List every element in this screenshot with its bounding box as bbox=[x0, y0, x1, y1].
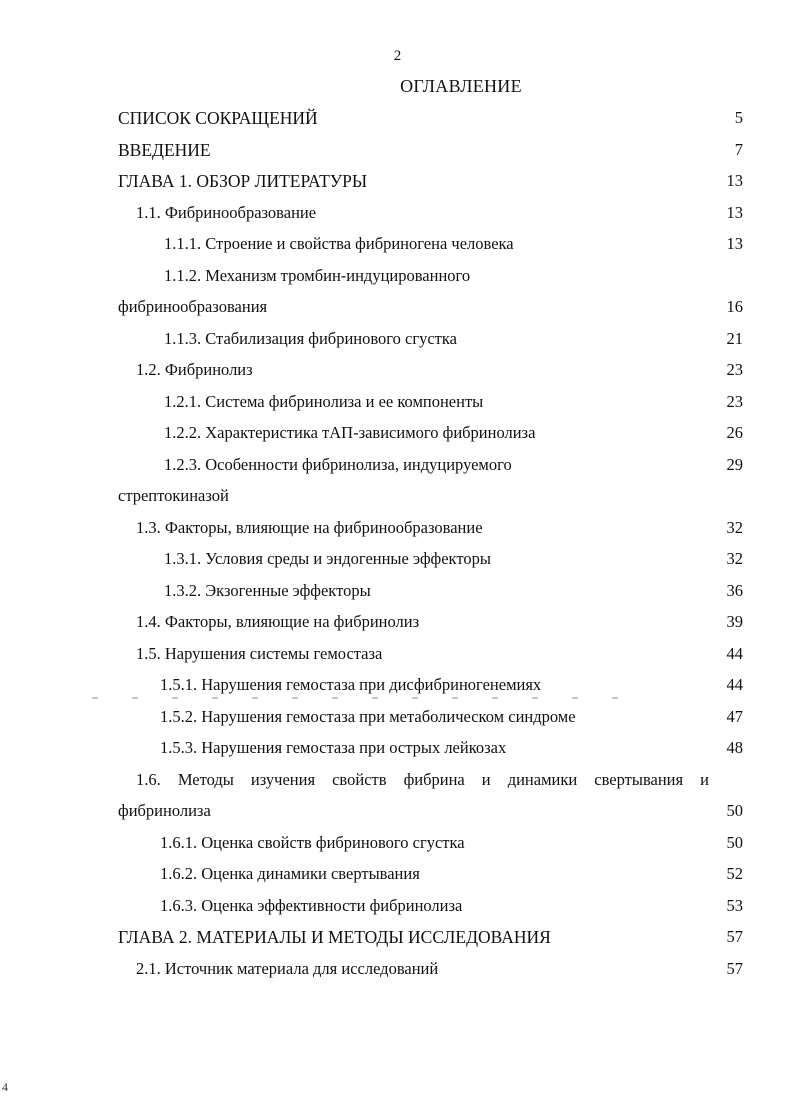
toc-entry-page: 32 bbox=[726, 549, 743, 568]
toc-entry-chapter-2 bbox=[0, 921, 795, 952]
toc-entry-label: 1.6.3. Оценка эффективности фибринолиза bbox=[160, 896, 463, 915]
toc-entry-label: фибринолиза bbox=[118, 801, 211, 820]
toc-entry-page: 44 bbox=[726, 644, 743, 663]
toc-entry-page: 13 bbox=[726, 203, 743, 222]
toc-entry-label: 1.3. Факторы, влияющие на фибринообразование bbox=[136, 518, 483, 537]
toc-entry-1-6-1 bbox=[0, 827, 795, 858]
toc-entry-1-2-1 bbox=[0, 386, 795, 417]
toc-entry-label: 1.1.2. Механизм тромбин-индуцированного bbox=[164, 266, 471, 285]
toc-entry-abbreviations bbox=[0, 102, 795, 133]
toc-entry-label: ГЛАВА 1. ОБЗОР ЛИТЕРАТУРЫ bbox=[118, 171, 368, 191]
toc-entry-label: 1.1. Фибринообразование bbox=[136, 203, 317, 222]
toc-entry-1-6 bbox=[0, 764, 795, 795]
toc-entry-label: 1.5.2. Нарушения гемостаза при метаболическом синдроме bbox=[160, 707, 576, 726]
toc-entry-page: 26 bbox=[726, 423, 743, 442]
toc-entry-page: 53 bbox=[726, 896, 743, 915]
toc-entry-label: 2.1. Источник материала для исследований bbox=[136, 959, 439, 978]
toc-entry-page: 7 bbox=[734, 140, 743, 159]
toc-entry-1-1-2-continued bbox=[0, 291, 795, 322]
toc-entry-page: 13 bbox=[726, 171, 743, 190]
toc-entry-page: 23 bbox=[726, 392, 743, 411]
toc-entry-page: 44 bbox=[726, 675, 743, 694]
toc-entry-introduction bbox=[0, 134, 795, 165]
toc-entry-page: 39 bbox=[726, 612, 743, 631]
toc-entry-page: 23 bbox=[726, 360, 743, 379]
toc-entry-2-1 bbox=[0, 953, 795, 984]
toc-entry-1-2-3-continued bbox=[0, 480, 795, 511]
toc-entry-label: 1.6. Методы изучения свойств фибрина и динамики свертывания и bbox=[136, 770, 709, 789]
toc-title bbox=[0, 76, 795, 97]
toc-entry-1-1-3 bbox=[0, 323, 795, 354]
toc-entry-label: 1.1.1. Строение и свойства фибриногена человека bbox=[164, 234, 514, 253]
toc-entry-page: 21 bbox=[726, 329, 743, 348]
toc-entry-label: 1.2. Фибринолиз bbox=[136, 360, 253, 379]
toc-entry-label: 1.3.2. Экзогенные эффекторы bbox=[164, 581, 371, 600]
toc-entry-page: 48 bbox=[726, 738, 743, 757]
toc-entry-label: 1.6.2. Оценка динамики свертывания bbox=[160, 864, 420, 883]
toc-entry-1-6-3 bbox=[0, 890, 795, 921]
toc-entry-label: ВВЕДЕНИЕ bbox=[118, 140, 211, 160]
toc-entry-label: 1.5.1. Нарушения гемостаза при дисфибриногенемиях bbox=[160, 675, 542, 694]
toc-entry-page: 57 bbox=[726, 927, 743, 946]
toc-entry-label: 1.2.1. Система фибринолиза и ее компоненты bbox=[164, 392, 484, 411]
toc-entry-label: СПИСОК СОКРАЩЕНИЙ bbox=[118, 108, 318, 128]
toc-entry-page: 47 bbox=[726, 707, 743, 726]
toc-entry-1-3-1 bbox=[0, 543, 795, 574]
toc-entry-page: 52 bbox=[726, 864, 743, 883]
toc-entry-1-2-3 bbox=[0, 449, 795, 480]
toc-entry-label: стрептокиназой bbox=[118, 486, 229, 505]
toc-entry-page: 29 bbox=[726, 455, 743, 474]
toc-entry-1-6-2 bbox=[0, 858, 795, 889]
toc-entry-label: 1.2.2. Характеристика тАП-зависимого фибринолиза bbox=[164, 423, 536, 442]
toc-entry-1-1-2 bbox=[0, 260, 795, 291]
toc-entry-1-1 bbox=[0, 197, 795, 228]
toc-entry-1-2 bbox=[0, 354, 795, 385]
toc-entry-label: 1.3.1. Условия среды и эндогенные эффекторы bbox=[164, 549, 491, 568]
toc-entry-page: 50 bbox=[726, 801, 743, 820]
toc-entry-label: 1.4. Факторы, влияющие на фибринолиз bbox=[136, 612, 420, 631]
toc-entry-1-5 bbox=[0, 638, 795, 669]
toc-title-text: ОГЛАВЛЕНИЕ bbox=[400, 76, 522, 96]
toc-entry-page: 50 bbox=[726, 833, 743, 852]
toc-entry-label: 1.5. Нарушения системы гемостаза bbox=[136, 644, 383, 663]
toc-entry-chapter-1 bbox=[0, 165, 795, 196]
toc-entry-label: ГЛАВА 2. МАТЕРИАЛЫ И МЕТОДЫ ИССЛЕДОВАНИЯ bbox=[118, 927, 551, 947]
toc-entry-page: 16 bbox=[726, 297, 743, 316]
scan-artifact bbox=[92, 697, 632, 699]
toc-entry-label: фибринообразования bbox=[118, 297, 268, 316]
toc-entry-page: 57 bbox=[726, 959, 743, 978]
toc-entry-1-3 bbox=[0, 512, 795, 543]
toc-entry-label: 1.1.3. Стабилизация фибринового сгустка bbox=[164, 329, 457, 348]
toc-entry-page: 5 bbox=[734, 108, 743, 127]
toc-entry-1-5-3 bbox=[0, 732, 795, 763]
toc-entry-1-4 bbox=[0, 606, 795, 637]
toc-entry-label: 1.6.1. Оценка свойств фибринового сгустка bbox=[160, 833, 465, 852]
toc-entry-label: 1.2.3. Особенности фибринолиза, индуцируемого bbox=[164, 455, 512, 474]
toc-entry-1-2-2 bbox=[0, 417, 795, 448]
corner-mark: 4 bbox=[2, 1080, 8, 1094]
toc-entry-1-5-2 bbox=[0, 701, 795, 732]
toc-entry-page: 13 bbox=[726, 234, 743, 253]
page-number: 2 bbox=[393, 48, 402, 64]
toc-entry-1-5-1 bbox=[0, 669, 795, 700]
toc-entry-label: 1.5.3. Нарушения гемостаза при острых лейкозах bbox=[160, 738, 507, 757]
toc-entry-1-3-2 bbox=[0, 575, 795, 606]
toc-entry-page: 32 bbox=[726, 518, 743, 537]
toc-entry-page: 36 bbox=[726, 581, 743, 600]
toc-entry-1-6-continued bbox=[0, 795, 795, 826]
toc-entry-1-1-1 bbox=[0, 228, 795, 259]
